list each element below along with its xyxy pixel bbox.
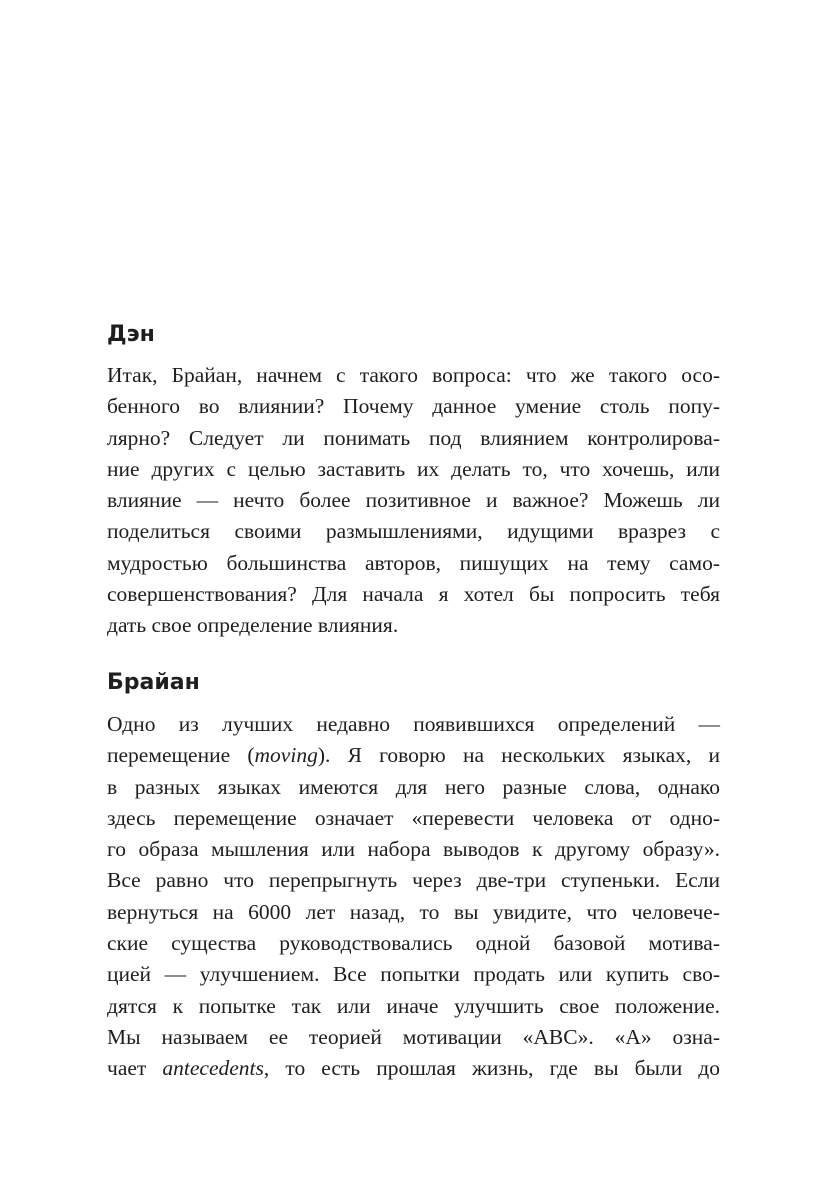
speaker-heading-dan: Дэн xyxy=(107,322,155,347)
text-segment: ). Я говорю на нескольких языках, и xyxy=(317,743,720,768)
text-line: ские существа руководствовались одной базовой мотива- xyxy=(107,931,720,956)
text-line: влияние — нечто более позитивное и важное? Можешь ли xyxy=(107,488,720,513)
text-line-with-italic xyxy=(107,740,720,771)
text-line: Мы называем ее теорией мотивации «ABC». «A» озна- xyxy=(107,1024,720,1049)
text-line: дать свое определение влияния. xyxy=(107,613,399,638)
text-line: вернуться на 6000 лет назад, то вы увидите, что человече- xyxy=(107,899,720,924)
text-line: лярно? Следует ли понимать под влиянием контролирова- xyxy=(107,425,720,450)
brian-paragraph xyxy=(107,709,720,1085)
text-segment: перемещение ( xyxy=(107,743,255,768)
speaker-heading-brian: Брайан xyxy=(107,670,200,695)
text-line: поделиться своими размышлениями, идущими вразрез с xyxy=(107,519,720,544)
italic-term: moving xyxy=(254,743,318,768)
text-line: цией — улучшением. Все попытки продать или купить сво- xyxy=(107,962,720,987)
text-line: здесь перемещение означает «перевести человека от одно- xyxy=(107,805,720,830)
text-line: Итак, Брайан, начнем с такого вопроса: что же такого осо- xyxy=(107,363,720,387)
text-line: совершенствования? Для начала я хотел бы попросить тебя xyxy=(107,582,720,607)
dan-paragraph xyxy=(107,360,720,642)
text-line: Все равно что перепрыгнуть через две-три ступеньки. Если xyxy=(107,868,720,893)
text-segment: чает xyxy=(107,1056,163,1081)
text-line: ние других с целью заставить их делать то, что хочешь, или xyxy=(107,456,720,481)
text-line: бенного во влиянии? Почему данное умение столь попу- xyxy=(107,394,720,419)
text-line: мудростью большинства авторов, пишущих на тему само- xyxy=(107,550,720,575)
text-line: го образа мышления или набора выводов к другому образу». xyxy=(107,837,720,862)
text-line-with-italic xyxy=(107,1053,720,1084)
text-line: в разных языках имеются для него разные слова, однако xyxy=(107,774,720,799)
italic-term: antecedents xyxy=(162,1056,264,1081)
text-line: Одно из лучших недавно появившихся определений — xyxy=(107,712,720,736)
text-line: дятся к попытке так или иначе улучшить свое положение. xyxy=(107,993,720,1018)
text-segment: , то есть прошлая жизнь, где вы были до xyxy=(263,1056,720,1081)
